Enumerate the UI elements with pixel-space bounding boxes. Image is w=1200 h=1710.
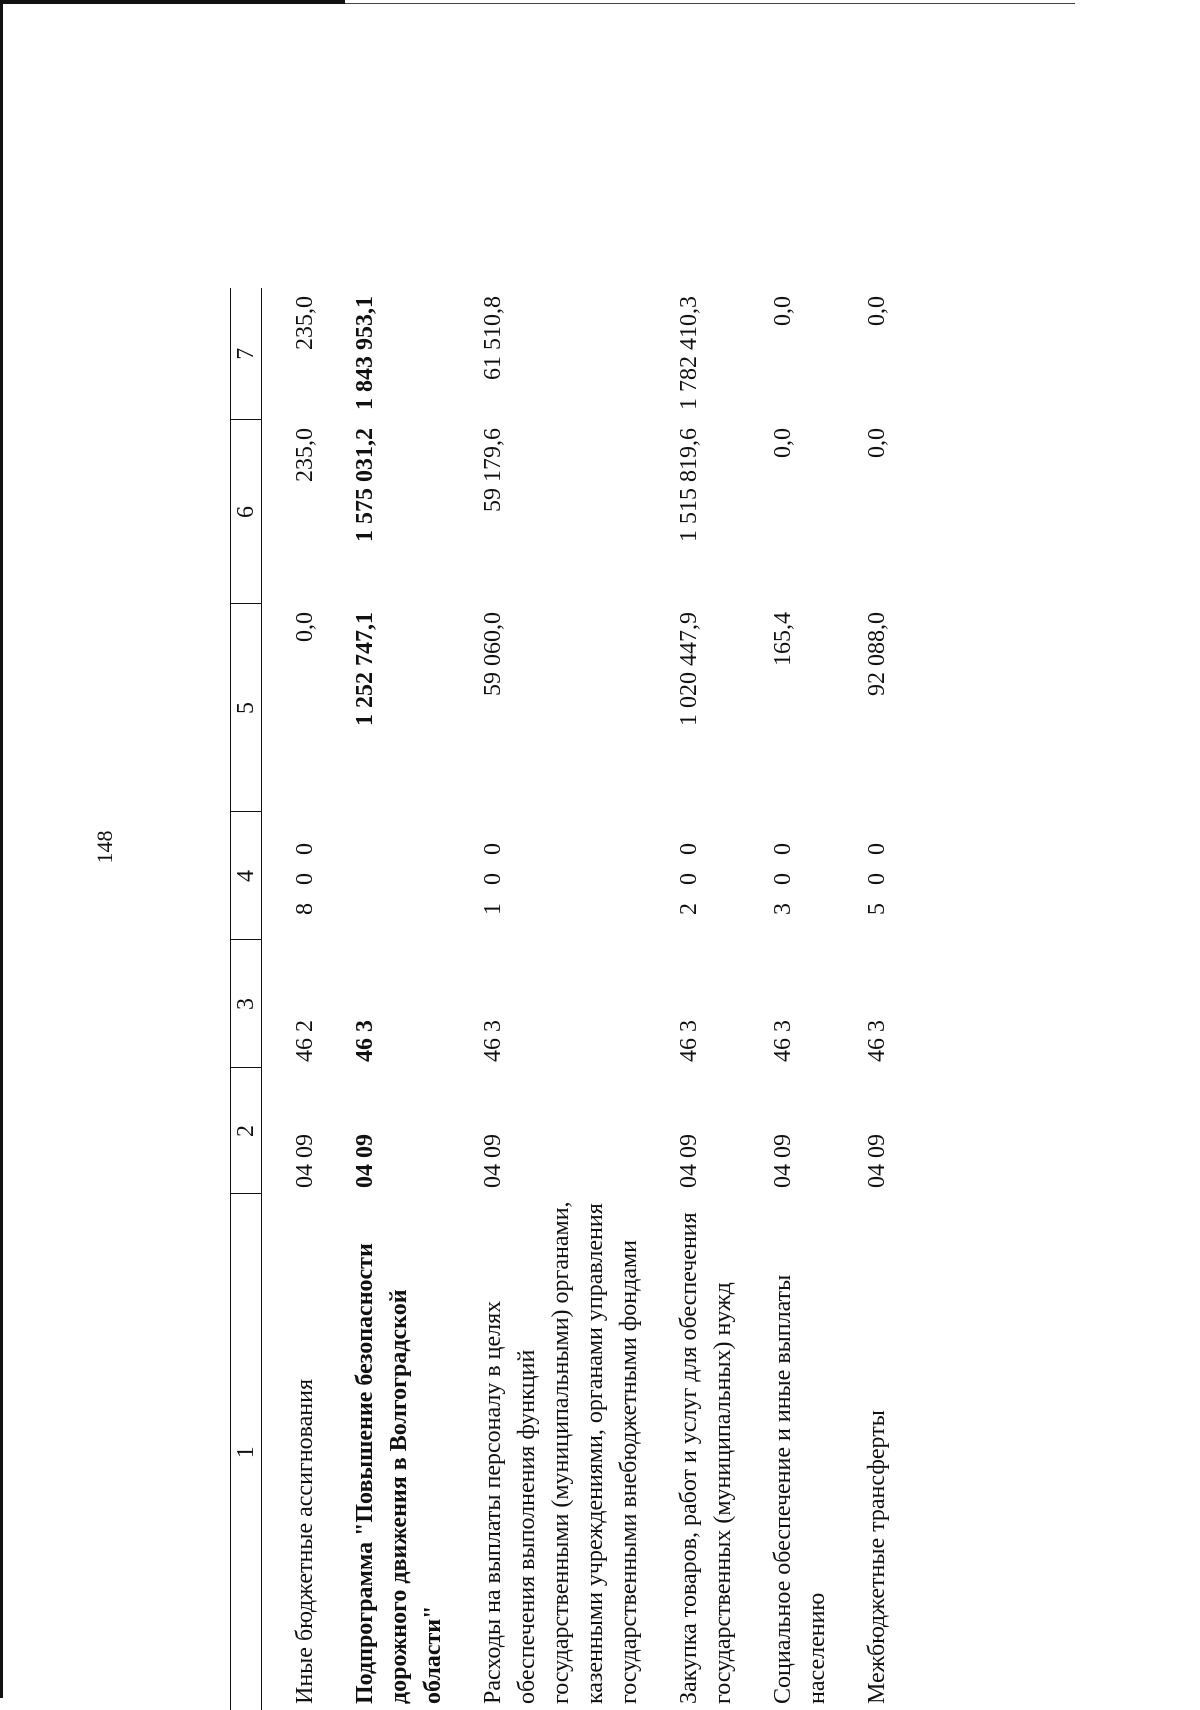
- row-name: Социальное обеспечение и иные выплаты населению: [770, 1274, 830, 1704]
- row-value-6: 0,0: [770, 428, 796, 458]
- row-value-5: 1 252 747,1: [352, 612, 378, 726]
- page-number: 148: [92, 830, 117, 864]
- row-razdel: 04 09: [352, 1134, 378, 1188]
- row-expense-type: 2 0 0: [676, 837, 702, 915]
- row-value-6: 235,0: [292, 428, 318, 482]
- row-name: Межбюджетные трансферты: [864, 1410, 890, 1704]
- row-target-article: 46 3: [864, 1020, 890, 1062]
- table-body: [262, 288, 895, 1710]
- scan-edge-left: [0, 0, 3, 1698]
- row-expense-type: 3 0 0: [770, 837, 796, 915]
- row-target-article: 46 3: [676, 1020, 702, 1062]
- row-value-5: 0,0: [292, 612, 318, 642]
- column-header-5: 5: [231, 604, 262, 812]
- row-razdel: 04 09: [864, 1134, 890, 1188]
- row-razdel: 04 09: [676, 1134, 702, 1188]
- row-value-7: 235,0: [292, 296, 318, 350]
- row-value-6: 1 515 819,6: [676, 428, 702, 542]
- column-header-2: 2: [231, 1068, 262, 1194]
- row-target-article: 46 3: [480, 1020, 506, 1062]
- row-name: Расходы на выплаты персоналу в целях обеспечения выполнения функций государственными (муниципальными) органами, казенными учреждениями, органами управления государственными внебюджетными фондами: [480, 1201, 642, 1704]
- row-expense-type: [348, 812, 450, 940]
- row-value-5: 92 088,0: [864, 612, 890, 696]
- row-razdel: 04 09: [770, 1134, 796, 1188]
- row-value-7: 0,0: [770, 296, 796, 326]
- row-target-article: 46 2: [292, 1020, 318, 1062]
- table-row: [476, 288, 646, 1710]
- row-value-6: 1 575 031,2: [352, 428, 378, 542]
- row-value-6: 0,0: [864, 428, 890, 458]
- row-razdel: 04 09: [292, 1134, 318, 1188]
- column-header-3: 3: [231, 940, 262, 1068]
- row-expense-type: 5 0 0: [864, 837, 890, 915]
- column-header-4: 4: [231, 812, 262, 940]
- row-target-article: 46 3: [770, 1020, 796, 1062]
- row-value-7: 1 782 410,3: [676, 296, 702, 410]
- row-value-5: 165,4: [770, 612, 796, 666]
- scan-edge-top: [0, 0, 345, 4]
- scan-edge-top-line: [345, 3, 1075, 4]
- rotated-table-container: [230, 288, 980, 1710]
- row-name: Закупка товаров, работ и услуг для обеспечения государственных (муниципальных) нужд: [676, 1212, 736, 1704]
- row-expense-type: 1 0 0: [480, 837, 506, 915]
- row-expense-type: 8 0 0: [292, 837, 318, 915]
- column-header-7: 7: [231, 288, 262, 420]
- row-value-5: 59 060,0: [480, 612, 506, 696]
- table-header: [231, 288, 262, 1710]
- row-value-7: 1 843 953,1: [352, 296, 378, 410]
- row-value-5: 1 020 447,9: [676, 612, 702, 726]
- row-razdel: 04 09: [480, 1134, 506, 1188]
- row-value-6: 59 179,6: [480, 428, 506, 512]
- table-row: [860, 288, 894, 1710]
- table-row: [766, 288, 834, 1710]
- table-row: [288, 288, 322, 1710]
- column-header-6: 6: [231, 420, 262, 604]
- table-row: [672, 288, 740, 1710]
- budget-table: [230, 288, 894, 1710]
- row-name: Иные бюджетные ассигнования: [292, 1379, 318, 1704]
- table-row: [348, 288, 450, 1710]
- row-value-7: 61 510,8: [480, 296, 506, 380]
- row-name: Подпрограмма "Повышение безопасности дорожного движения в Волгоградской области": [352, 1243, 446, 1704]
- row-value-7: 0,0: [864, 296, 890, 326]
- column-header-1: 1: [231, 1194, 262, 1710]
- row-target-article: 46 3: [352, 1020, 378, 1062]
